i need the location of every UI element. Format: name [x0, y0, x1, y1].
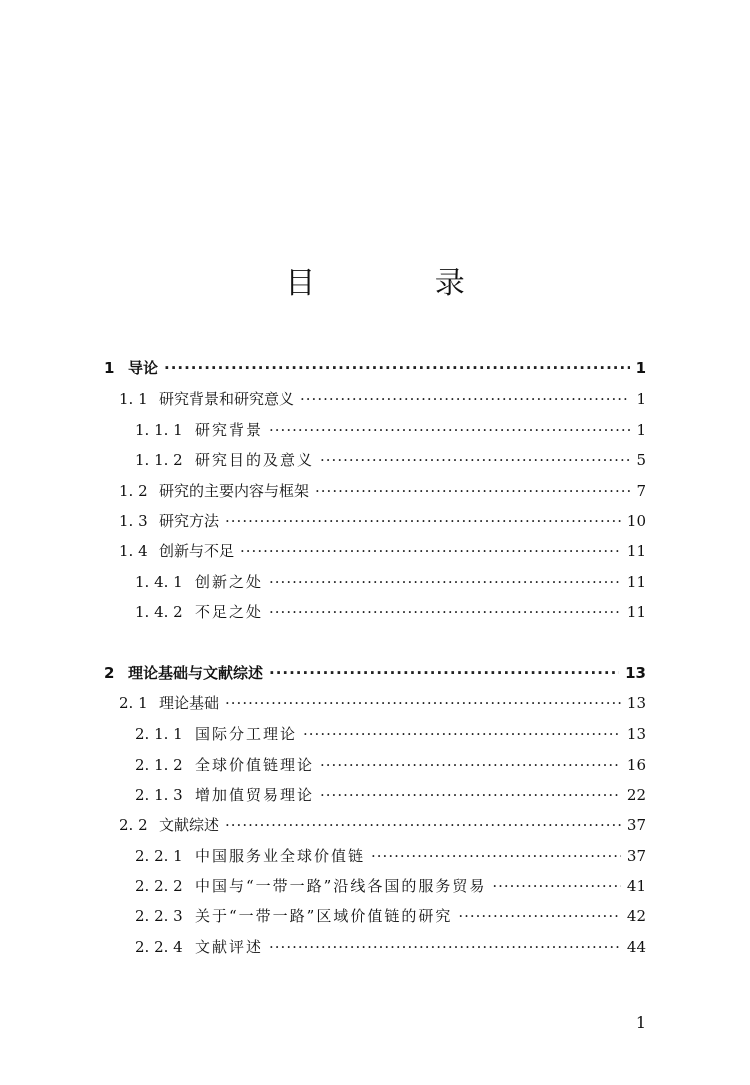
toc-page: 42 — [626, 907, 646, 925]
leader-dots — [492, 876, 621, 896]
toc-entry-section[interactable] — [119, 511, 646, 531]
toc-number: 1. 1. 2 — [135, 451, 183, 469]
toc-number: 2. 2. 1 — [135, 847, 183, 865]
toc-title: 增加值贸易理论 — [195, 786, 315, 804]
toc-page: 11 — [626, 603, 646, 621]
page-number: 1 — [635, 1013, 646, 1032]
leader-dots — [315, 481, 630, 501]
toc-entry-chapter-2[interactable] — [104, 663, 646, 683]
toc-number: 1. 1. 1 — [135, 421, 183, 439]
toc-page: 13 — [626, 725, 646, 743]
toc-number: 1. 4. 2 — [135, 603, 183, 621]
leader-dots — [269, 420, 630, 440]
toc-entry-subsection[interactable] — [135, 755, 646, 775]
toc-entry-subsection[interactable] — [135, 724, 646, 744]
toc-title: 研究背景和研究意义 — [159, 390, 295, 408]
toc-number: 2. 1 — [119, 694, 148, 712]
toc-entry-subsection[interactable] — [135, 876, 646, 896]
toc-page: 11 — [626, 542, 646, 560]
toc-page: 5 — [636, 451, 646, 469]
toc-page: 44 — [626, 938, 646, 956]
toc-number: 2. 2. 4 — [135, 938, 183, 956]
toc-title: 中国服务业全球价值链 — [195, 847, 366, 865]
toc-number: 2. 1. 3 — [135, 786, 183, 804]
toc-page: 10 — [626, 512, 646, 530]
leader-dots — [269, 663, 619, 683]
leader-dots — [225, 693, 621, 713]
toc-title: 研究目的及意义 — [195, 451, 315, 469]
toc-entry-subsection[interactable] — [135, 602, 646, 622]
leader-dots — [320, 755, 621, 775]
toc-title: 中国与“一带一路”沿线各国的服务贸易 — [195, 877, 487, 895]
toc-entry-subsection[interactable] — [135, 450, 646, 470]
toc-title: 导论 — [128, 359, 159, 377]
toc-title: 理论基础 — [159, 694, 220, 712]
leader-dots — [320, 450, 630, 470]
leader-dots — [225, 815, 621, 835]
toc-page: 13 — [626, 694, 646, 712]
toc-number: 1. 4. 1 — [135, 573, 183, 591]
leader-dots — [458, 906, 621, 926]
toc-title: 研究方法 — [159, 512, 220, 530]
toc-entry-section[interactable] — [119, 815, 646, 835]
toc-page: 1 — [635, 359, 646, 377]
toc-title: 不足之处 — [195, 603, 264, 621]
leader-dots — [269, 937, 621, 957]
toc-page: 16 — [626, 756, 646, 774]
toc-page: 37 — [626, 816, 646, 834]
toc-number: 1. 4 — [119, 542, 148, 560]
toc-title: 文献评述 — [195, 938, 264, 956]
toc-title: 创新之处 — [195, 573, 264, 591]
leader-dots — [269, 602, 621, 622]
toc-entry-subsection[interactable] — [135, 906, 646, 926]
leader-dots — [240, 541, 621, 561]
leader-dots — [300, 389, 630, 409]
leader-dots — [320, 785, 621, 805]
toc-page: 13 — [625, 664, 646, 682]
toc-title: 研究背景 — [195, 421, 264, 439]
toc-number: 2. 1. 2 — [135, 756, 183, 774]
leader-dots — [269, 572, 621, 592]
toc-title: 研究的主要内容与框架 — [159, 482, 310, 500]
toc-entry-section[interactable] — [119, 541, 646, 561]
toc-number: 1. 3 — [119, 512, 148, 530]
toc-entry-subsection[interactable] — [135, 420, 646, 440]
toc-page: 1 — [636, 390, 646, 408]
toc-number: 2. 2. 3 — [135, 907, 183, 925]
leader-dots — [371, 846, 621, 866]
toc-title: 全球价值链理论 — [195, 756, 315, 774]
toc-title: 文献综述 — [159, 816, 220, 834]
leader-dots — [303, 724, 621, 744]
toc-page: 41 — [626, 877, 646, 895]
toc-entry-section[interactable] — [119, 481, 646, 501]
toc-entry-subsection[interactable] — [135, 785, 646, 805]
toc-number: 2. 2. 2 — [135, 877, 183, 895]
leader-dots — [225, 511, 621, 531]
toc-entry-chapter-1[interactable] — [104, 358, 646, 378]
toc-page: 7 — [636, 482, 646, 500]
toc-number: 1. 2 — [119, 482, 148, 500]
leader-dots — [164, 358, 630, 378]
toc-entry-section[interactable] — [119, 693, 646, 713]
toc-title: 理论基础与文献综述 — [128, 664, 264, 682]
toc-entry-section[interactable] — [119, 389, 646, 409]
toc-page: 11 — [626, 573, 646, 591]
toc-number: 2. 2 — [119, 816, 148, 834]
toc-entry-subsection[interactable] — [135, 846, 646, 866]
toc-number: 1. 1 — [119, 390, 148, 408]
toc-entry-subsection[interactable] — [135, 572, 646, 592]
toc-page: 22 — [626, 786, 646, 804]
toc-title: 关于“一带一路”区域价值链的研究 — [195, 907, 453, 925]
page-title: 目 录 — [285, 266, 520, 301]
toc-number: 1 — [104, 359, 115, 377]
toc-page: 1 — [636, 421, 646, 439]
toc-number: 2 — [104, 664, 115, 682]
toc-entry-subsection[interactable] — [135, 937, 646, 957]
toc-number: 2. 1. 1 — [135, 725, 183, 743]
toc-title: 国际分工理论 — [195, 725, 298, 743]
toc-page: 37 — [626, 847, 646, 865]
toc-title: 创新与不足 — [159, 542, 235, 560]
